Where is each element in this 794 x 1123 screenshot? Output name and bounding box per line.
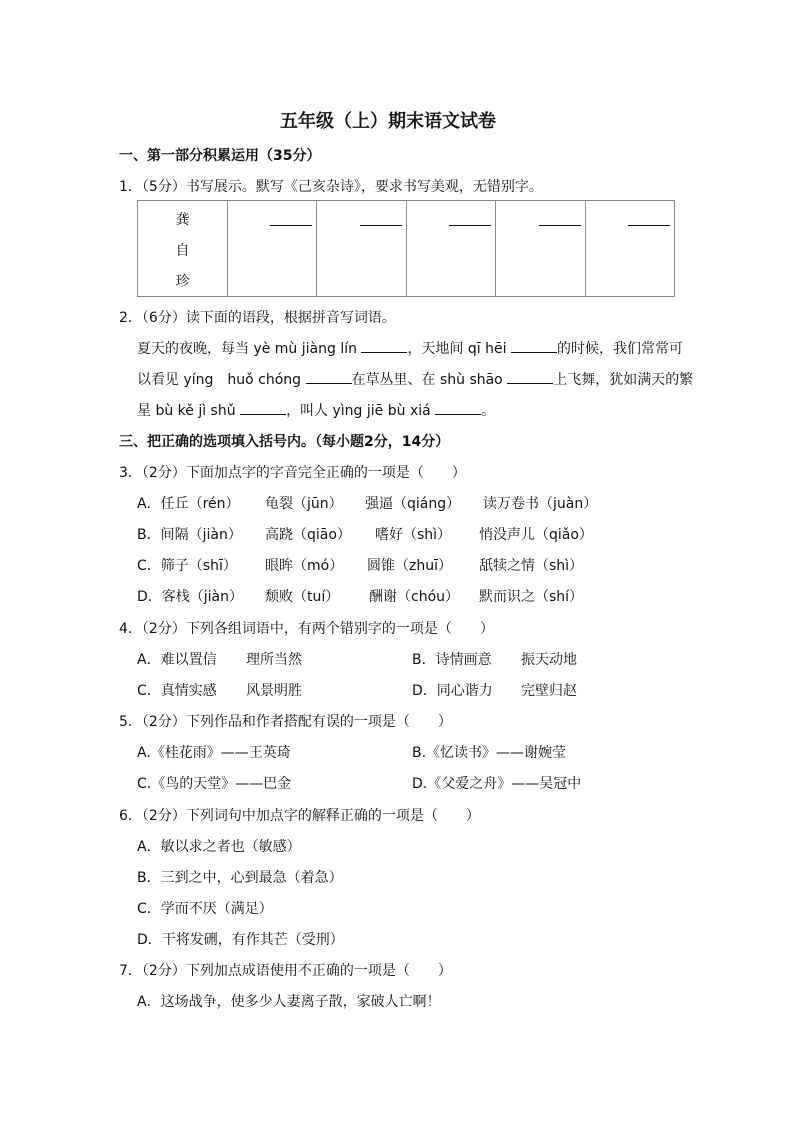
q3-option-b-word-2: 高跷（qiāo）	[265, 527, 351, 543]
q4-option-d-word-2: 完壁归赵	[521, 683, 577, 699]
q2-text: 以看见 yíng huǒ chóng	[137, 372, 302, 388]
q5-option-b[interactable]: B.《忆读书》——谢婉莹	[412, 745, 567, 761]
question-1-stem: 1．（5分）书写展示。默写《己亥杂诗》，要求书写美观，无错别字。	[119, 179, 543, 195]
q4-option-c[interactable]: C．真情实感	[137, 683, 217, 699]
q2-paragraph-line-2	[137, 369, 693, 389]
answer-blank[interactable]	[511, 338, 557, 353]
q6-option-c[interactable]: C．学而不厌（满足）	[137, 901, 273, 917]
poet-char-3: 珍	[175, 274, 190, 290]
q3-option-a[interactable]: A．任丘（rén）	[137, 496, 240, 512]
q3-option-b[interactable]: B．间隔（jiàn）	[137, 527, 242, 543]
q3-option-b-word-3: 嗜好（shì）	[375, 527, 452, 543]
q2-text: ，天地间 qī hēi	[407, 341, 507, 357]
question-2-stem: 2．（6分）读下面的语段，根据拼音写词语。	[119, 310, 396, 326]
q3-option-a-word-4: 读万卷书（juàn）	[483, 496, 598, 512]
q3-option-a-word-2: 龟裂（jūn）	[265, 496, 343, 512]
q2-text: 星 bù kě jì shǔ	[137, 403, 236, 419]
q3-option-a-word-3: 强逼（qiáng）	[365, 496, 461, 512]
answer-blank[interactable]	[306, 369, 352, 384]
q3-option-c-word-3: 圆锥（zhuī）	[367, 558, 452, 574]
answer-blank[interactable]	[361, 338, 407, 353]
q4-option-b[interactable]: B．诗情画意	[412, 652, 492, 668]
q3-option-c[interactable]: C．筛子（shī）	[137, 558, 237, 574]
q2-paragraph-line-1	[137, 338, 683, 358]
q2-text: 上飞舞，犹如满天的繁	[553, 372, 694, 388]
poet-name-cell	[138, 201, 228, 297]
writing-cell-1[interactable]	[228, 201, 317, 297]
section-1-heading: 一、第一部分积累运用（35分）	[119, 148, 321, 164]
q6-option-a[interactable]: A．敏以求之者也（敏感）	[137, 839, 301, 855]
question-3-stem: 3．（2分）下面加点字的字音完全正确的一项是（ ）	[119, 465, 466, 481]
answer-blank[interactable]	[507, 369, 553, 384]
q3-option-d-word-4: 默而识之（shí）	[479, 589, 584, 605]
q5-option-c[interactable]: C.《鸟的天堂》——巴金	[137, 776, 292, 792]
q3-option-d[interactable]: D．客栈（jiàn）	[137, 589, 244, 605]
question-6-stem: 6．（2分）下列词句中加点字的解释正确的一项是（ ）	[119, 808, 480, 824]
q4-option-c-word-2: 风景明胜	[246, 683, 302, 699]
q7-option-a[interactable]: A．这场战争，使多少人妻离子散，家破人亡啊！	[137, 994, 441, 1010]
q4-option-a-word-2: 理所当然	[246, 652, 302, 668]
q2-paragraph-line-3	[137, 400, 495, 420]
q4-option-b-word-2: 振天动地	[521, 652, 577, 668]
q2-text: ，叫人 yìng jiē bù xiá	[286, 403, 431, 419]
writing-cell-3[interactable]	[406, 201, 495, 297]
answer-blank[interactable]	[240, 400, 286, 415]
q2-text: 夏天的夜晚，每当 yè mù jiàng lín	[137, 341, 357, 357]
exam-title: 五年级（上）期末语文试卷	[280, 111, 496, 132]
q6-option-b[interactable]: B．三到之中，心到最急（着急）	[137, 870, 343, 886]
q2-text: 的时候，我们常常可	[556, 341, 683, 357]
q3-option-d-word-3: 酬谢（chóu）	[369, 589, 460, 605]
section-3-heading: 三、把正确的选项填入括号内。（每小题2分，14分）	[119, 434, 450, 450]
q5-option-d[interactable]: D.《父爱之舟》——吴冠中	[412, 776, 582, 792]
q3-option-c-word-2: 眼眸（mó）	[265, 558, 344, 574]
q3-option-c-word-4: 舐犊之情（shì）	[479, 558, 584, 574]
q3-option-d-word-2: 颓败（tuí）	[265, 589, 340, 605]
q4-option-a[interactable]: A．难以置信	[137, 652, 217, 668]
poet-char-1: 龚	[175, 212, 190, 228]
writing-cell-5[interactable]	[585, 201, 674, 297]
poet-char-2: 自	[175, 243, 190, 259]
q3-option-b-word-4: 悄没声儿（qiǎo）	[479, 527, 593, 543]
q5-option-a[interactable]: A.《桂花雨》——王英琦	[137, 745, 291, 761]
question-7-stem: 7．（2分）下列加点成语使用不正确的一项是（ ）	[119, 963, 452, 979]
poem-writing-grid	[137, 200, 675, 297]
question-5-stem: 5．（2分）下列作品和作者搭配有误的一项是（ ）	[119, 714, 452, 730]
writing-cell-2[interactable]	[317, 201, 406, 297]
q6-option-d[interactable]: D．干将发硎，有作其芒（受刑）	[137, 932, 344, 948]
q2-text: 。	[481, 403, 496, 419]
answer-blank[interactable]	[435, 400, 481, 415]
q4-option-d[interactable]: D．同心谐力	[412, 683, 493, 699]
writing-cell-4[interactable]	[496, 201, 585, 297]
q2-text: 在草丛里、在 shù shāo	[351, 372, 503, 388]
question-4-stem: 4．（2分）下列各组词语中，有两个错别字的一项是（ ）	[119, 621, 494, 637]
